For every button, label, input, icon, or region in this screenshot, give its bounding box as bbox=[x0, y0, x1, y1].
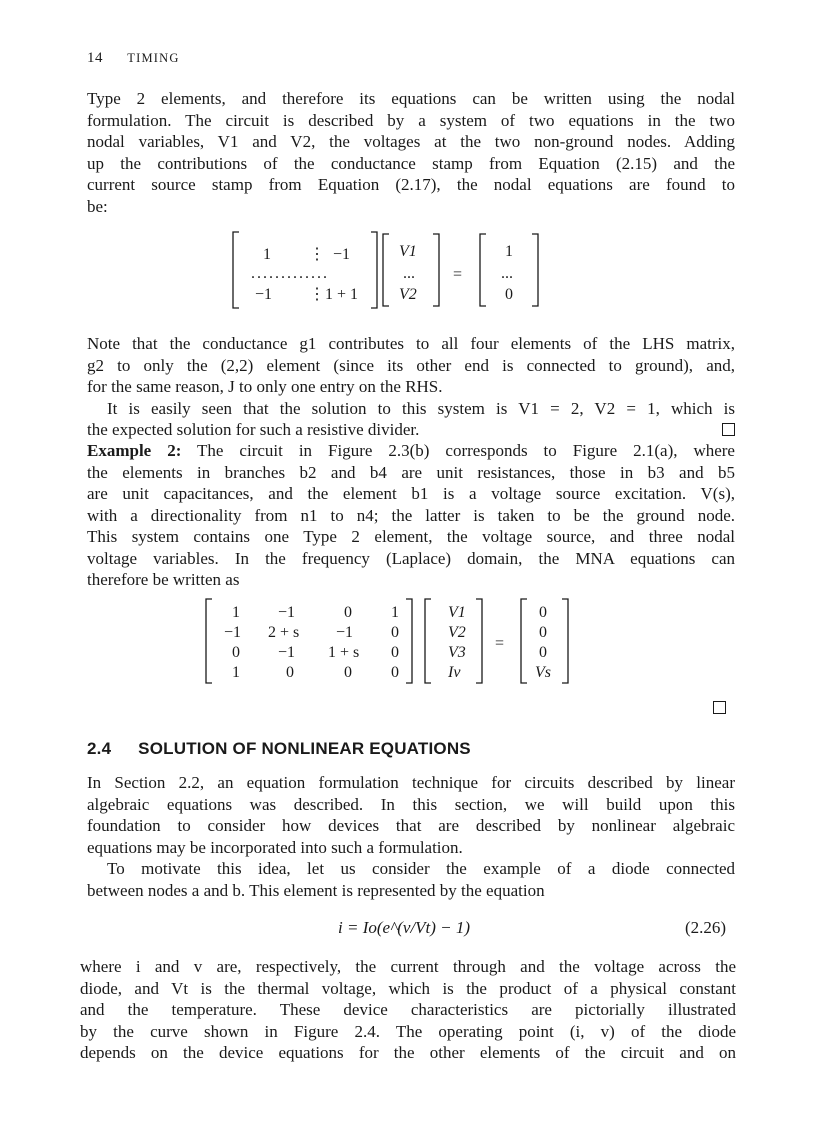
text-line: algebraic equations was described. In this section, we will build upon this bbox=[87, 794, 735, 814]
page-number: 14 bbox=[87, 50, 103, 66]
matrix-row bbox=[224, 624, 399, 641]
mna-matrix-equation bbox=[198, 595, 578, 689]
svg-text:0: 0 bbox=[391, 664, 399, 681]
svg-text:0: 0 bbox=[286, 664, 294, 681]
left-bracket bbox=[521, 599, 527, 683]
text-line: Type 2 elements, and therefore its equations can be written using the nodal bbox=[87, 89, 735, 108]
section-title: SOLUTION OF NONLINEAR EQUATIONS bbox=[138, 739, 471, 758]
text-line: for the same reason, J to only one entry on the RHS. bbox=[87, 377, 443, 396]
text-line: and the temperature. These device characteristics are pictorially illustrated bbox=[80, 1000, 736, 1019]
text-line: equations may be incorporated into such a formulation. bbox=[87, 837, 463, 857]
svg-text:−1: −1 bbox=[278, 644, 296, 661]
vector-entry: V3 bbox=[448, 644, 466, 661]
svg-text:1: 1 bbox=[232, 664, 240, 681]
text-line: voltage variables. In the frequency (Laplace) domain, the MNA equations can bbox=[87, 548, 735, 568]
vector-entry: Iv bbox=[448, 664, 461, 681]
left-bracket bbox=[480, 234, 486, 306]
matrix-dots: ⋮ bbox=[309, 246, 325, 263]
section-heading bbox=[87, 739, 471, 759]
text-line: with a directionality from n1 to n4; the latter is taken to be the ground node. bbox=[87, 505, 735, 525]
right-bracket bbox=[476, 599, 482, 683]
svg-text:−1: −1 bbox=[278, 604, 296, 621]
text-line: In Section 2.2, an equation formulation technique for circuits described by linear bbox=[87, 773, 735, 792]
example-2 bbox=[87, 440, 735, 591]
text-line: diode, and Vt is the thermal voltage, which is the product of a physical constant bbox=[80, 978, 736, 998]
left-bracket bbox=[383, 234, 389, 306]
text-line: be: bbox=[87, 196, 108, 216]
text-line: are unit capacitances, and the element b1 is a voltage source excitation. V(s), bbox=[87, 484, 735, 503]
text-line: current source stamp from Equation (2.17), the nodal equations are found to bbox=[87, 175, 735, 194]
text-line: up the contributions of the conductance stamp from Equation (2.15) and the bbox=[87, 153, 735, 173]
equation-number: (2.26) bbox=[685, 918, 727, 937]
paragraph-conductance-note bbox=[87, 333, 735, 441]
vector-entry: 0 bbox=[505, 286, 513, 303]
svg-text:1 + s: 1 + s bbox=[328, 644, 360, 661]
text-line: foundation to consider how devices that are described by nonlinear algebraic bbox=[87, 816, 735, 835]
svg-text:0: 0 bbox=[391, 644, 399, 661]
vector-entry: ... bbox=[403, 265, 415, 282]
matrix-row bbox=[232, 604, 399, 621]
vector-entry: Vs bbox=[535, 664, 551, 681]
vector-entry: V2 bbox=[399, 286, 417, 303]
vector-entry: 1 bbox=[505, 243, 513, 260]
matrix-cell: 1 bbox=[263, 246, 271, 263]
text-line: Example 2: The circuit in Figure 2.3(b) corresponds to Figure 2.1(a), where bbox=[87, 441, 735, 460]
text-line: the elements in branches b2 and b4 are unit resistances, those in b3 and b5 bbox=[87, 462, 735, 482]
vector-entry: ... bbox=[501, 265, 513, 282]
text-line: where i and v are, respectively, the current through and the voltage across the bbox=[80, 957, 736, 976]
matrix-cell: 1 + 1 bbox=[325, 286, 359, 303]
text-line: g2 to only the (2,2) element (since its other end is connected to ground), and, bbox=[87, 355, 735, 375]
paragraph-diode-description bbox=[80, 956, 736, 1064]
nodal-matrix-equation bbox=[225, 226, 555, 316]
section-number: 2.4 bbox=[87, 739, 112, 758]
text-line: This system contains one Type 2 element, the voltage source, and three nodal bbox=[87, 527, 735, 546]
svg-text:−1: −1 bbox=[224, 624, 242, 641]
text-line: depends on the device equations for the other elements of the circuit and on bbox=[80, 1043, 736, 1062]
matrix-row bbox=[232, 644, 399, 661]
vector-entry: V1 bbox=[448, 604, 466, 621]
vector-entry: 0 bbox=[539, 624, 547, 641]
svg-text:0: 0 bbox=[344, 664, 352, 681]
example-label: Example 2: bbox=[87, 441, 182, 460]
text-line: nodal variables, V1 and V2, the voltages at the two non-ground nodes. Adding bbox=[87, 132, 735, 151]
paragraph-nodal-formulation bbox=[87, 88, 735, 217]
text-line: To motivate this idea, let us consider the example of a diode connected bbox=[107, 859, 735, 878]
end-of-example-box bbox=[722, 423, 735, 436]
text-line: the expected solution for such a resistive divider. bbox=[87, 420, 420, 439]
svg-text:2 + s: 2 + s bbox=[268, 624, 300, 641]
vector-entry: V1 bbox=[399, 243, 417, 260]
end-of-example-box bbox=[713, 701, 726, 714]
matrix-cell: −1 bbox=[255, 286, 273, 303]
text-line: Note that the conductance g1 contributes to all four elements of the LHS matrix, bbox=[87, 334, 735, 353]
vector-entry: V2 bbox=[448, 624, 466, 641]
equals-sign: = bbox=[495, 635, 505, 652]
right-bracket bbox=[562, 599, 568, 683]
right-bracket bbox=[406, 599, 412, 683]
text-line: between nodes a and b. This element is represented by the equation bbox=[87, 880, 545, 900]
left-bracket bbox=[206, 599, 212, 683]
svg-text:0: 0 bbox=[344, 604, 352, 621]
right-bracket bbox=[433, 234, 439, 306]
right-bracket bbox=[532, 234, 538, 306]
running-header bbox=[87, 50, 180, 67]
right-bracket bbox=[371, 232, 377, 308]
equals-sign: = bbox=[453, 266, 463, 283]
text-line: It is easily seen that the solution to this system is V1 = 2, V2 = 1, which is bbox=[107, 398, 735, 418]
vector-entry: 0 bbox=[539, 644, 547, 661]
running-title: TIMING bbox=[127, 51, 180, 65]
matrix-cell: −1 bbox=[333, 246, 351, 263]
matrix-row bbox=[232, 664, 399, 681]
text-line: therefore be written as bbox=[87, 570, 240, 589]
left-bracket bbox=[233, 232, 239, 308]
svg-text:0: 0 bbox=[391, 624, 399, 641]
matrix-dots: ⋮ bbox=[309, 286, 325, 303]
diode-equation: i = Io(e^(v/Vt) − 1) bbox=[338, 918, 471, 937]
matrix-row-separator: ............. bbox=[251, 265, 329, 282]
text-line: by the curve shown in Figure 2.4. The operating point (i, v) of the diode bbox=[80, 1021, 736, 1041]
left-bracket bbox=[425, 599, 431, 683]
svg-text:0: 0 bbox=[232, 644, 240, 661]
vector-entry: 0 bbox=[539, 604, 547, 621]
text-line: formulation. The circuit is described by a system of two equations in the two bbox=[87, 110, 735, 130]
svg-text:1: 1 bbox=[391, 604, 399, 621]
svg-text:−1: −1 bbox=[336, 624, 354, 641]
paragraph-nonlinear-intro bbox=[87, 772, 735, 901]
svg-text:1: 1 bbox=[232, 604, 240, 621]
